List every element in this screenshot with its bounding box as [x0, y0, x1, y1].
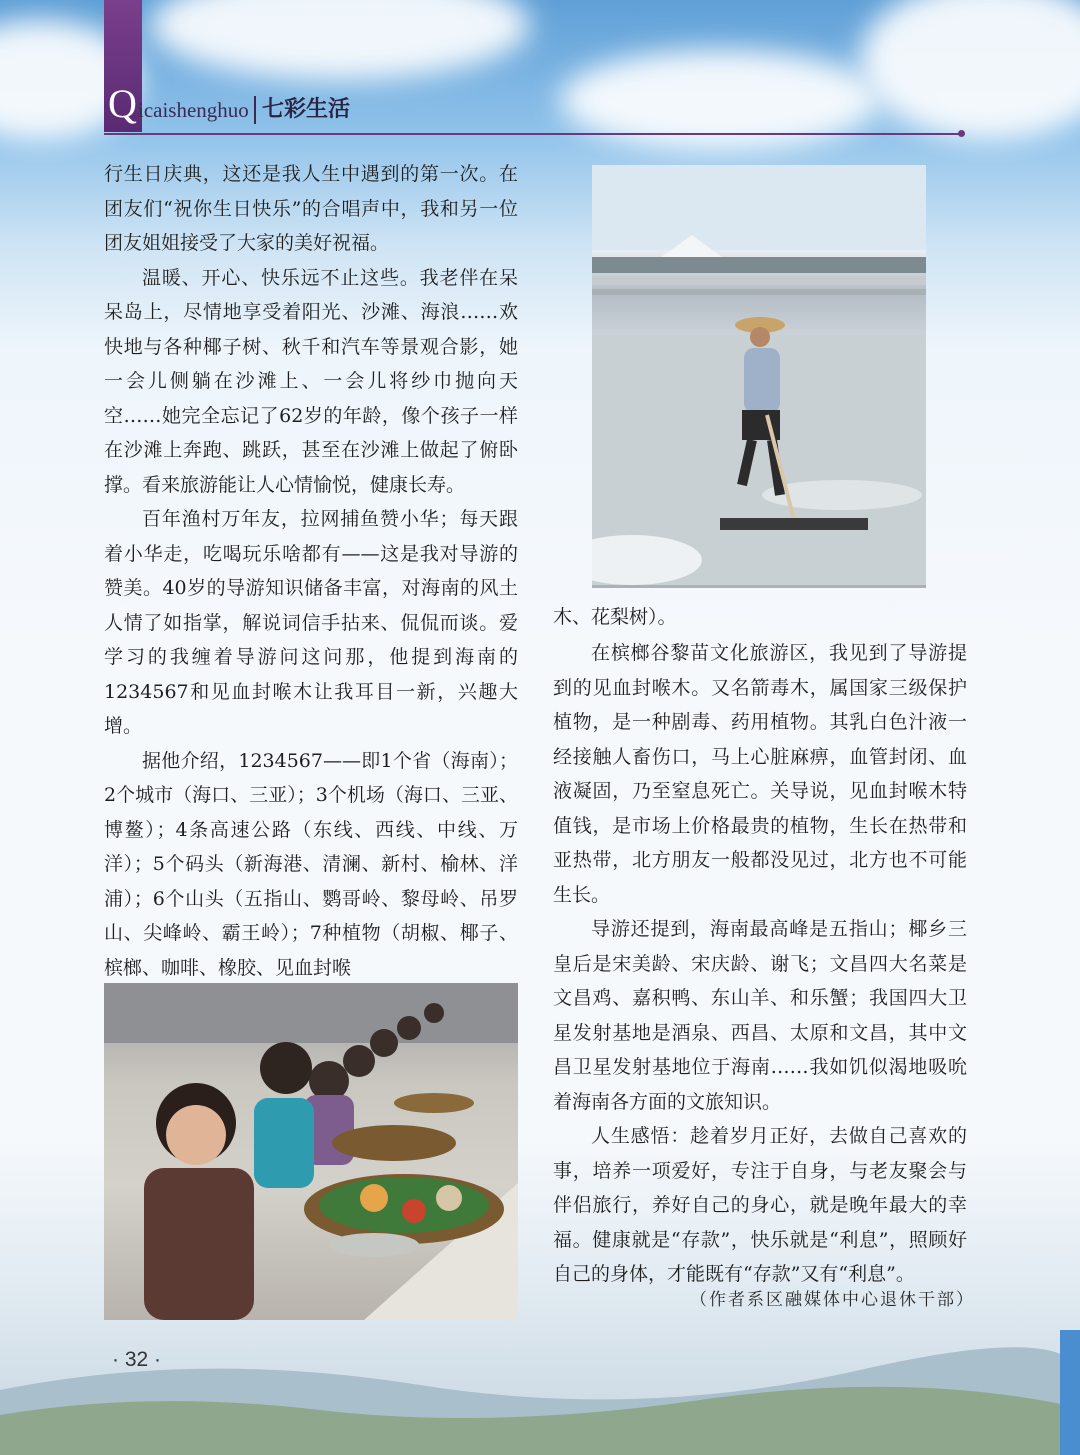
paragraph: 行生日庆典，这还是我人生中遇到的第一次。在团友们“祝你生日快乐”的合唱声中，我和另一位团友姐姐接受了大家的美好祝福。 [104, 163, 518, 254]
salt-farm-photo [592, 165, 926, 588]
page-number: · 32 · [112, 1348, 162, 1371]
banquet-illustration [104, 983, 518, 1320]
section-title: 七彩生活 [262, 97, 351, 122]
coastal-scenery [0, 1330, 1080, 1455]
header-rule [104, 133, 962, 135]
author-signature: （作者系区融媒体中心退休干部） [690, 1290, 975, 1310]
header-separator [254, 96, 256, 124]
paragraph: 导游还提到，海南最高峰是五指山；椰乡三皇后是宋美龄、宋庆龄、谢飞；文昌四大名菜是文昌鸡、嘉积鸭、东山羊、和乐蟹；我国四大卫星发射基地是酒泉、西昌、太原和文昌，其中文昌卫星发射基地位于海南……我如饥似渴地吸吮着海南各方面的文旅知识。 [553, 918, 967, 1113]
article-column-left [104, 157, 518, 985]
cloud-decoration [560, 50, 880, 150]
paragraph: 百年渔村万年友，拉网捕鱼赞小华；每天跟着小华走，吃喝玩乐啥都有——这是我对导游的赞美。40岁的导游知识储备丰富，对海南的风土人情了如指掌，解说词信手拈来、侃侃而谈。爱学习的我缠着导游问这问那，他提到海南的1234567和见血封喉木让我耳目一新，兴趣大增。 [104, 508, 518, 737]
paragraph: 温暖、开心、快乐远不止这些。我老伴在呆呆岛上，尽情地享受着阳光、沙滩、海浪……欢快地与各种椰子树、秋千和汽车等景观合影，她一会儿侧躺在沙滩上、一会儿将纱巾抛向天空……她完全忘记了62岁的年龄，像个孩子一样在沙滩上奔跑、跳跃，甚至在沙滩上做起了俯卧撑。看来旅游能让人心情愉悦，健康长寿。 [104, 266, 518, 496]
continuation-line [553, 600, 967, 635]
header-romanization: icaishenghuo [138, 98, 249, 122]
salt-farm-illustration [592, 165, 926, 588]
header-q-letter: Q [108, 81, 137, 126]
header-rule-dot [958, 130, 965, 137]
cloud-decoration [150, 0, 530, 80]
paragraph: 在槟榔谷黎苗文化旅游区，我见到了导游提到的见血封喉木。又名箭毒木，属国家三级保护植物，是一种剧毒、药用植物。其乳白色汁液一经接触人畜伤口，马上心脏麻痹，血管封闭、血液凝固，乃至窒息死亡。关导说，见血封喉木特值钱，是市场上价格最贵的植物，生长在热带和亚热带，北方朋友一般都没见过，北方也不可能生长。 [553, 642, 967, 906]
paragraph: 木、花梨树）。 [553, 606, 677, 628]
banquet-photo [104, 983, 518, 1320]
cloud-decoration [860, 0, 1080, 140]
paragraph: 据他介绍，1234567——即1个省（海南）；2个城市（海口、三亚）；3个机场（海口、三亚、博鳌）；4条高速公路（东线、西线、中线、万洋）；5个码头（新海港、清澜、新村、榆林、洋浦）；6个山头（五指山、鹦哥岭、黎母岭、吊罗山、尖峰岭、霸王岭）；7种植物（胡椒、椰子、槟榔、咖啡、橡胶、见血封喉 [104, 749, 518, 979]
paragraph: 人生感悟：趁着岁月正好，去做自己喜欢的事，培养一项爱好，专注于自身，与老友聚会与伴侣旅行，养好自己的身心，就是晚年最大的幸福。健康就是“存款”，快乐就是“利息”，照顾好自己的身体，才能既有“存款”又有“利息”。 [553, 1125, 967, 1285]
article-column-right [553, 636, 967, 1292]
